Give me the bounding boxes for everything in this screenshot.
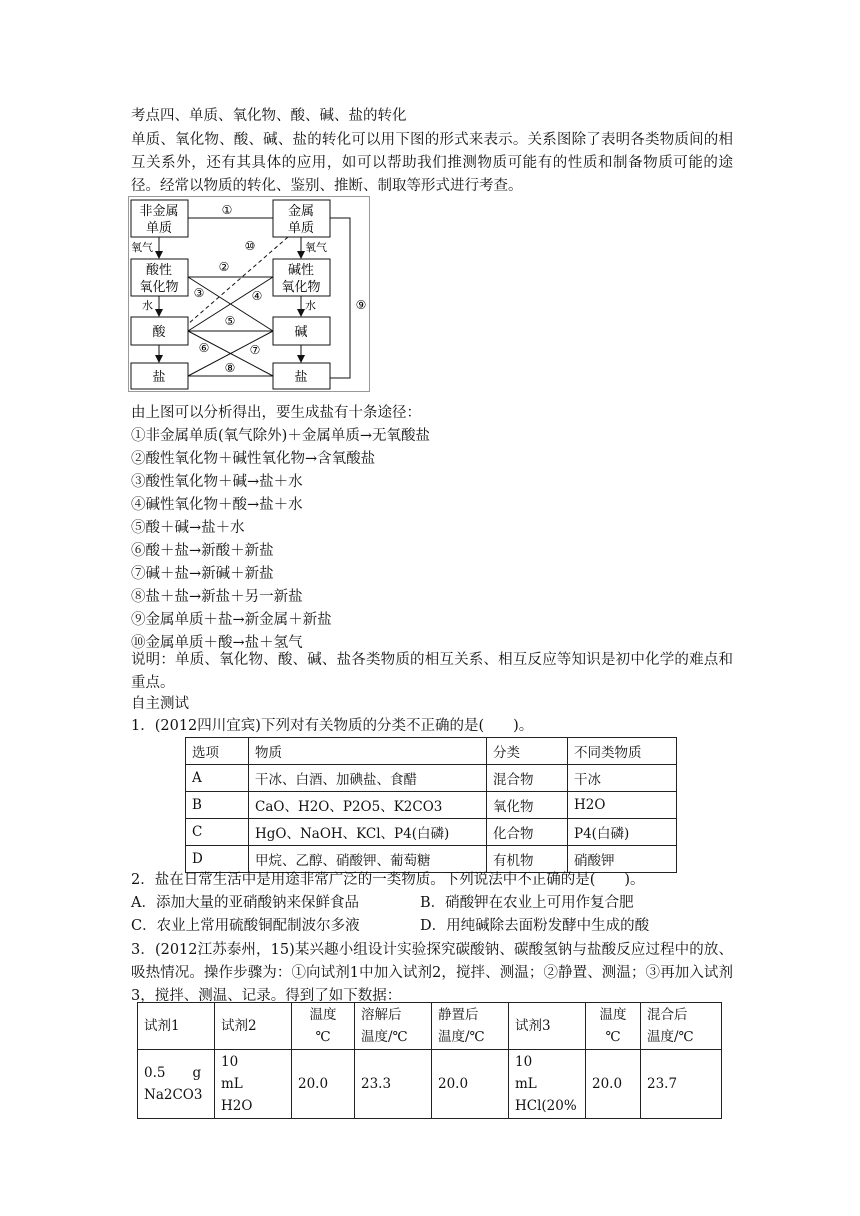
nonmetal-label-1: 非金属	[139, 204, 179, 219]
oxygen-right-label: 氧气	[305, 241, 327, 254]
table-header-row	[138, 1003, 722, 1050]
num-10: ⑩	[244, 239, 256, 253]
q2-option-b: B．硝酸钾在农业上可用作复合肥	[420, 895, 634, 911]
conversion-diagram	[128, 196, 370, 392]
num-4: ④	[251, 289, 263, 303]
table-header: 选项	[186, 738, 249, 765]
table-header-row	[186, 738, 677, 765]
route-5: ⑤酸＋碱→盐＋水	[131, 520, 245, 536]
table-cell: P4(白磷)	[568, 819, 677, 846]
routes-intro: 由上图可以分析得出，要生成盐有十条途径：	[131, 405, 421, 421]
route-9: ⑨金属单质＋盐→新金属＋新盐	[131, 612, 332, 628]
q2-stem: 2．盐在日常生活中是用途非常广泛的一类物质。下列说法中不正确的是( )。	[131, 872, 645, 888]
table-cell: 有机物	[487, 846, 568, 873]
table-header: 试剂2	[215, 1003, 292, 1050]
table-cell: HgO、NaOH、KCl、P4(白磷)	[249, 819, 487, 846]
acid-label: 酸	[152, 325, 166, 340]
base-label: 碱	[294, 325, 308, 340]
table-header: 试剂1	[138, 1003, 215, 1050]
table-cell: 0.5 g Na2CO3	[138, 1050, 215, 1119]
table-cell: 硝酸钾	[568, 846, 677, 873]
self-test-heading: 自主测试	[131, 696, 189, 712]
oxygen-left-label: 氧气	[131, 241, 153, 254]
intro-paragraph: 单质、氧化物、酸、碱、盐的转化可以用下图的形式来表示。关系图除了表明各类物质间的相互关系外，还有其具体的应用，如可以帮助我们推测物质可能有的性质和制备物质可能的途径。经常以物质的转化、鉴别、推断、制取等形式进行考查。	[131, 132, 733, 194]
table-row	[186, 765, 677, 792]
table-header: 不同类物质	[568, 738, 677, 765]
table-cell: A	[186, 765, 249, 792]
table-cell: 20.0	[432, 1050, 509, 1119]
route-3: ③酸性氧化物＋碱→盐＋水	[131, 474, 303, 490]
table-cell: C	[186, 819, 249, 846]
table-header: 温度 ℃	[292, 1003, 355, 1050]
route-7: ⑦碱＋盐→新碱＋新盐	[131, 566, 274, 582]
metal-label-2: 单质	[287, 221, 315, 236]
table-cell: B	[186, 792, 249, 819]
note-paragraph: 说明：单质、氧化物、酸、碱、盐各类物质的相互关系、相互反应等知识是初中化学的难点和重点。	[131, 652, 733, 691]
table-cell: 干冰、白酒、加碘盐、食醋	[249, 765, 487, 792]
table-header: 分类	[487, 738, 568, 765]
table-header: 物质	[249, 738, 487, 765]
nonmetal-label-2: 单质	[145, 221, 173, 236]
base-oxide-label-1: 碱性	[287, 263, 315, 278]
table-cell: D	[186, 846, 249, 873]
route-4: ④碱性氧化物＋酸→盐＋水	[131, 497, 303, 513]
num-8: ⑧	[224, 361, 236, 375]
acid-oxide-label-2: 氧化物	[139, 280, 179, 295]
q1-table	[185, 737, 677, 873]
num-5: ⑤	[224, 314, 236, 328]
table-cell: 混合物	[487, 765, 568, 792]
table-cell: 甲烷、乙醇、硝酸钾、葡萄糖	[249, 846, 487, 873]
table-cell: 干冰	[568, 765, 677, 792]
table-row	[186, 819, 677, 846]
route-2: ②酸性氧化物＋碱性氧化物→含氧酸盐	[131, 451, 376, 467]
num-3: ③	[193, 286, 205, 300]
route-10: ⑩金属单质＋酸→盐＋氢气	[131, 635, 303, 651]
num-9: ⑨	[355, 298, 367, 312]
salt-right-label: 盐	[294, 370, 308, 385]
table-header: 静置后 温度/℃	[432, 1003, 509, 1050]
table-header: 溶解后 温度/℃	[355, 1003, 432, 1050]
table-cell: CaO、H2O、P2O5、K2CO3	[249, 792, 487, 819]
table-cell: 20.0	[586, 1050, 641, 1119]
table-cell: 23.7	[641, 1050, 722, 1119]
section-heading: 考点四、单质、氧化物、酸、碱、盐的转化	[131, 108, 407, 124]
route-6: ⑥酸＋盐→新酸＋新盐	[131, 543, 274, 559]
metal-label-1: 金属	[287, 204, 315, 219]
q2-option-a: A．添加大量的亚硝酸钠来保鲜食品	[131, 895, 359, 911]
route-8: ⑧盐＋盐→新盐＋另一新盐	[131, 589, 303, 605]
q3-table	[137, 1002, 722, 1119]
table-cell: 23.3	[355, 1050, 432, 1119]
q3-stem: 3．(2012江苏泰州，15)某兴趣小组设计实验探究碳酸钠、碳酸氢钠与盐酸反应过程中的放、吸热情况。操作步骤为：①向试剂1中加入试剂2，搅拌、测温；②静置、测温；③再加入试剂3，搅拌、测温、记录。得到了如下数据：	[131, 942, 733, 1004]
salt-left-label: 盐	[152, 370, 166, 385]
table-cell: 化合物	[487, 819, 568, 846]
q1-stem: 1．(2012四川宜宾)下列对有关物质的分类不正确的是( )。	[131, 718, 534, 734]
table-row	[138, 1050, 722, 1119]
num-7: ⑦	[249, 343, 261, 357]
q2-option-c: C．农业上常用硫酸铜配制波尔多液	[131, 918, 360, 934]
table-header: 温度 ℃	[586, 1003, 641, 1050]
table-cell: 10 mL H2O	[215, 1050, 292, 1119]
num-1: ①	[221, 203, 233, 217]
table-header: 混合后 温度/℃	[641, 1003, 722, 1050]
base-oxide-label-2: 氧化物	[281, 280, 321, 295]
table-cell: 20.0	[292, 1050, 355, 1119]
route-1: ①非金属单质(氧气除外)＋金属单质→无氧酸盐	[131, 428, 430, 444]
table-header: 试剂3	[509, 1003, 586, 1050]
table-cell: 氧化物	[487, 792, 568, 819]
num-6: ⑥	[198, 341, 210, 355]
acid-oxide-label-1: 酸性	[145, 263, 173, 278]
q2-option-d: D．用纯碱除去面粉发酵中生成的酸	[420, 918, 650, 934]
table-cell: 10 mL HCl(20%	[509, 1050, 586, 1119]
table-row	[186, 792, 677, 819]
water-right-label: 水	[305, 299, 316, 312]
water-left-label: 水	[142, 299, 153, 312]
num-2: ②	[218, 260, 230, 274]
table-cell: H2O	[568, 792, 677, 819]
